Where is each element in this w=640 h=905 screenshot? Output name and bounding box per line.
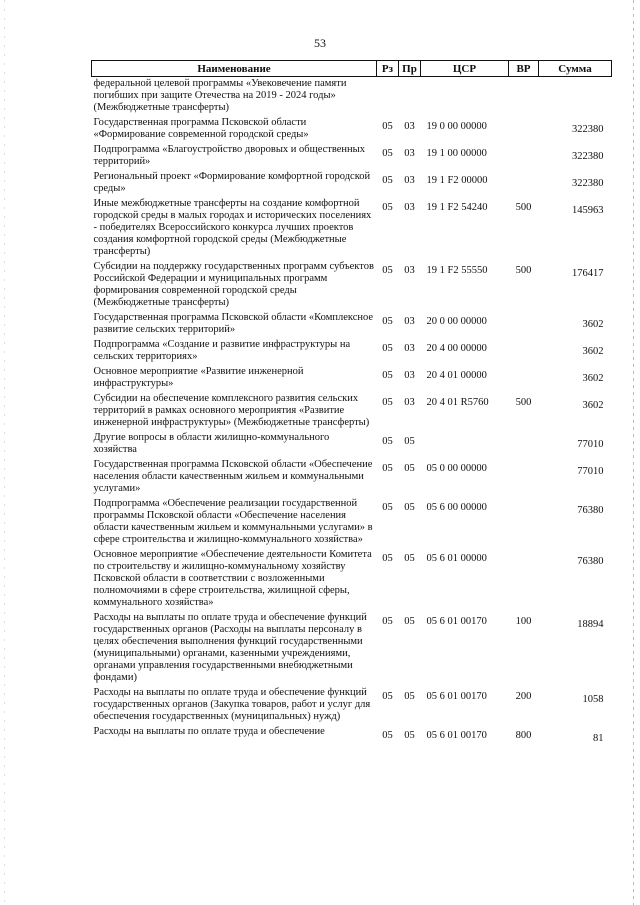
cell-vr [509, 365, 539, 392]
cell-rz: 05 [382, 343, 393, 354]
scan-edge-left [4, 0, 5, 905]
cell-sum: 77010 [577, 439, 604, 450]
cell-sum: 176417 [572, 268, 604, 279]
cell-rz: 05 [382, 463, 393, 474]
cell-csr: 05 6 00 00000 [426, 502, 487, 513]
table-row [92, 611, 612, 686]
cell-sum: 3602 [582, 400, 604, 411]
cell-rz: 05 [382, 616, 393, 627]
cell-vr [509, 338, 539, 365]
cell-csr: 19 0 00 00000 [426, 121, 487, 132]
cell-vr [509, 143, 539, 170]
header-csr: ЦСР [421, 61, 509, 77]
table-row [92, 311, 612, 338]
cell-rz: 05 [382, 436, 393, 447]
cell-name: Государственная программа Псковской области «Формирование современной городской среды» [93, 117, 309, 140]
cell-vr [509, 431, 539, 458]
cell-pr: 03 [404, 121, 415, 132]
cell-csr: 20 4 01 R5760 [426, 397, 489, 408]
cell-csr: 20 0 00 00000 [426, 316, 487, 327]
cell-csr: 20 4 01 00000 [426, 370, 487, 381]
cell-sum: 322380 [572, 151, 604, 162]
header-rz: Рз [377, 61, 399, 77]
cell-vr [509, 170, 539, 197]
header-vr: ВР [509, 61, 539, 77]
cell-name: федеральной целевой программы «Увековечение памяти погибших при защите Отечества на 2019 - 2024 годы» (Межбюджетные трансферты) [93, 78, 347, 113]
table-row [92, 338, 612, 365]
cell-pr: 03 [404, 397, 415, 408]
cell-pr: 03 [404, 343, 415, 354]
cell-csr: 05 6 01 00170 [426, 616, 487, 627]
cell-vr [509, 311, 539, 338]
cell-sum: 81 [593, 733, 604, 744]
table-row [92, 116, 612, 143]
cell-vr [509, 497, 539, 548]
cell-name: Государственная программа Псковской области «Обеспечение населения области качественным жильем и коммунальными услугами» [93, 459, 373, 494]
cell-sum: 145963 [572, 205, 604, 216]
cell-csr: 05 6 01 00170 [426, 730, 487, 741]
cell-pr: 03 [404, 370, 415, 381]
table-row [92, 365, 612, 392]
cell-rz: 05 [382, 148, 393, 159]
cell-vr: 800 [515, 730, 532, 741]
cell-name: Субсидии на поддержку государственных программ субъектов Российской Федерации и муниципальных программ формирования современной городской среды (Межбюджетные трансферты) [93, 261, 374, 308]
cell-vr: 500 [515, 202, 532, 213]
cell-vr: 500 [515, 265, 532, 276]
cell-vr: 100 [515, 616, 532, 627]
cell-sum: 3602 [582, 319, 604, 330]
cell-name: Подпрограмма «Благоустройство дворовых и общественных территорий» [93, 144, 365, 167]
cell-csr: 19 1 F2 55550 [426, 265, 488, 276]
table-row [92, 548, 612, 611]
cell-name: Региональный проект «Формирование комфортной городской среды» [93, 171, 371, 194]
cell-sum: 3602 [582, 346, 604, 357]
cell-csr: 05 0 00 00000 [426, 463, 487, 474]
table-header-row [92, 61, 612, 77]
cell-pr: 05 [404, 463, 415, 474]
cell-rz: 05 [382, 370, 393, 381]
cell-csr: 20 4 00 00000 [426, 343, 487, 354]
cell-name: Подпрограмма «Обеспечение реализации государственной программы Псковской области «Обеспечение населения области качественным жильем и коммунальными услугами» в сфере строительства и жилищно-коммунального хозяйства» [93, 498, 373, 545]
cell-rz: 05 [382, 316, 393, 327]
cell-name: Субсидии на обеспечение комплексного развития сельских территорий в рамках основного мероприятия «Развитие инженерной инфраструктуры» (Межбюджетные трансферты) [93, 393, 370, 428]
header-pr: Пр [399, 61, 421, 77]
cell-sum: 18894 [577, 619, 604, 630]
cell-name: Расходы на выплаты по оплате труда и обеспечение функций государственных органов (Закупка товаров, работ и услуг для обеспечения государственных (муниципальных) нужд) [93, 687, 371, 722]
cell-csr [421, 77, 509, 117]
cell-sum: 1058 [582, 694, 604, 705]
cell-pr [399, 77, 421, 117]
cell-rz: 05 [382, 265, 393, 276]
cell-csr: 19 1 F2 00000 [426, 175, 488, 186]
cell-rz [377, 77, 399, 117]
cell-csr [421, 431, 509, 458]
cell-sum: 76380 [577, 505, 604, 516]
table-row [92, 458, 612, 497]
cell-name: Расходы на выплаты по оплате труда и обеспечение [93, 726, 325, 737]
cell-pr: 03 [404, 202, 415, 213]
cell-pr: 05 [404, 730, 415, 741]
table-body [92, 77, 612, 748]
cell-name: Основное мероприятие «Развитие инженерной инфраструктуры» [93, 366, 304, 389]
cell-pr: 03 [404, 148, 415, 159]
cell-vr [509, 77, 539, 117]
cell-rz: 05 [382, 121, 393, 132]
cell-rz: 05 [382, 397, 393, 408]
cell-vr [509, 116, 539, 143]
table-row [92, 497, 612, 548]
cell-name: Иные межбюджетные трансферты на создание комфортной городской среды в малых городах и исторических поселениях - победителях Всероссийского конкурса лучших проектов создания комфортной городской среды (Межбюджетные трансферты) [93, 198, 372, 257]
cell-vr: 500 [515, 397, 532, 408]
cell-pr: 03 [404, 316, 415, 327]
table-row [92, 686, 612, 725]
table-row [92, 725, 612, 747]
cell-pr: 05 [404, 502, 415, 513]
cell-pr: 03 [404, 265, 415, 276]
cell-csr: 05 6 01 00170 [426, 691, 487, 702]
cell-name: Расходы на выплаты по оплате труда и обеспечение функций государственных органов (Расходы на выплаты персоналу в целях обеспечения выполнения функций государственными (муниципальными) органами, казенными учреждениями, органами управления государственными внебюджетными фондами) [93, 612, 367, 683]
table-row [92, 77, 612, 117]
cell-rz: 05 [382, 691, 393, 702]
cell-vr [509, 548, 539, 611]
cell-name: Другие вопросы в области жилищно-коммунального хозяйства [93, 432, 330, 455]
budget-table [91, 60, 612, 747]
table-row [92, 431, 612, 458]
table-row [92, 260, 612, 311]
cell-sum [539, 77, 612, 117]
cell-name: Подпрограмма «Создание и развитие инфраструктуры на сельских территориях» [93, 339, 351, 362]
cell-rz: 05 [382, 202, 393, 213]
header-name: Наименование [92, 61, 377, 77]
table-row [92, 143, 612, 170]
cell-rz: 05 [382, 175, 393, 186]
cell-pr: 05 [404, 616, 415, 627]
cell-vr [509, 458, 539, 497]
cell-pr: 05 [404, 691, 415, 702]
cell-name: Государственная программа Псковской области «Комплексное развитие сельских территорий» [93, 312, 374, 335]
header-sum: Сумма [539, 61, 612, 77]
cell-sum: 77010 [577, 466, 604, 477]
cell-vr: 200 [515, 691, 532, 702]
cell-rz: 05 [382, 730, 393, 741]
cell-pr: 05 [404, 553, 415, 564]
cell-pr: 05 [404, 436, 415, 447]
cell-rz: 05 [382, 502, 393, 513]
table-row [92, 392, 612, 431]
table-row [92, 197, 612, 260]
cell-csr: 19 1 00 00000 [426, 148, 487, 159]
cell-sum: 322380 [572, 178, 604, 189]
cell-sum: 322380 [572, 124, 604, 135]
scan-edge-right [633, 0, 634, 905]
cell-sum: 76380 [577, 556, 604, 567]
page-number: 53 [314, 36, 326, 50]
cell-pr: 03 [404, 175, 415, 186]
cell-csr: 19 1 F2 54240 [426, 202, 488, 213]
cell-csr: 05 6 01 00000 [426, 553, 487, 564]
cell-name: Основное мероприятие «Обеспечение деятельности Комитета по строительству и жилищно-коммунальному хозяйству Псковской области в соответствии с возложенными полномочиями в сфере строительства, жилищной сферы, коммунального хозяйства» [93, 549, 372, 608]
table-row [92, 170, 612, 197]
cell-sum: 3602 [582, 373, 604, 384]
cell-rz: 05 [382, 553, 393, 564]
